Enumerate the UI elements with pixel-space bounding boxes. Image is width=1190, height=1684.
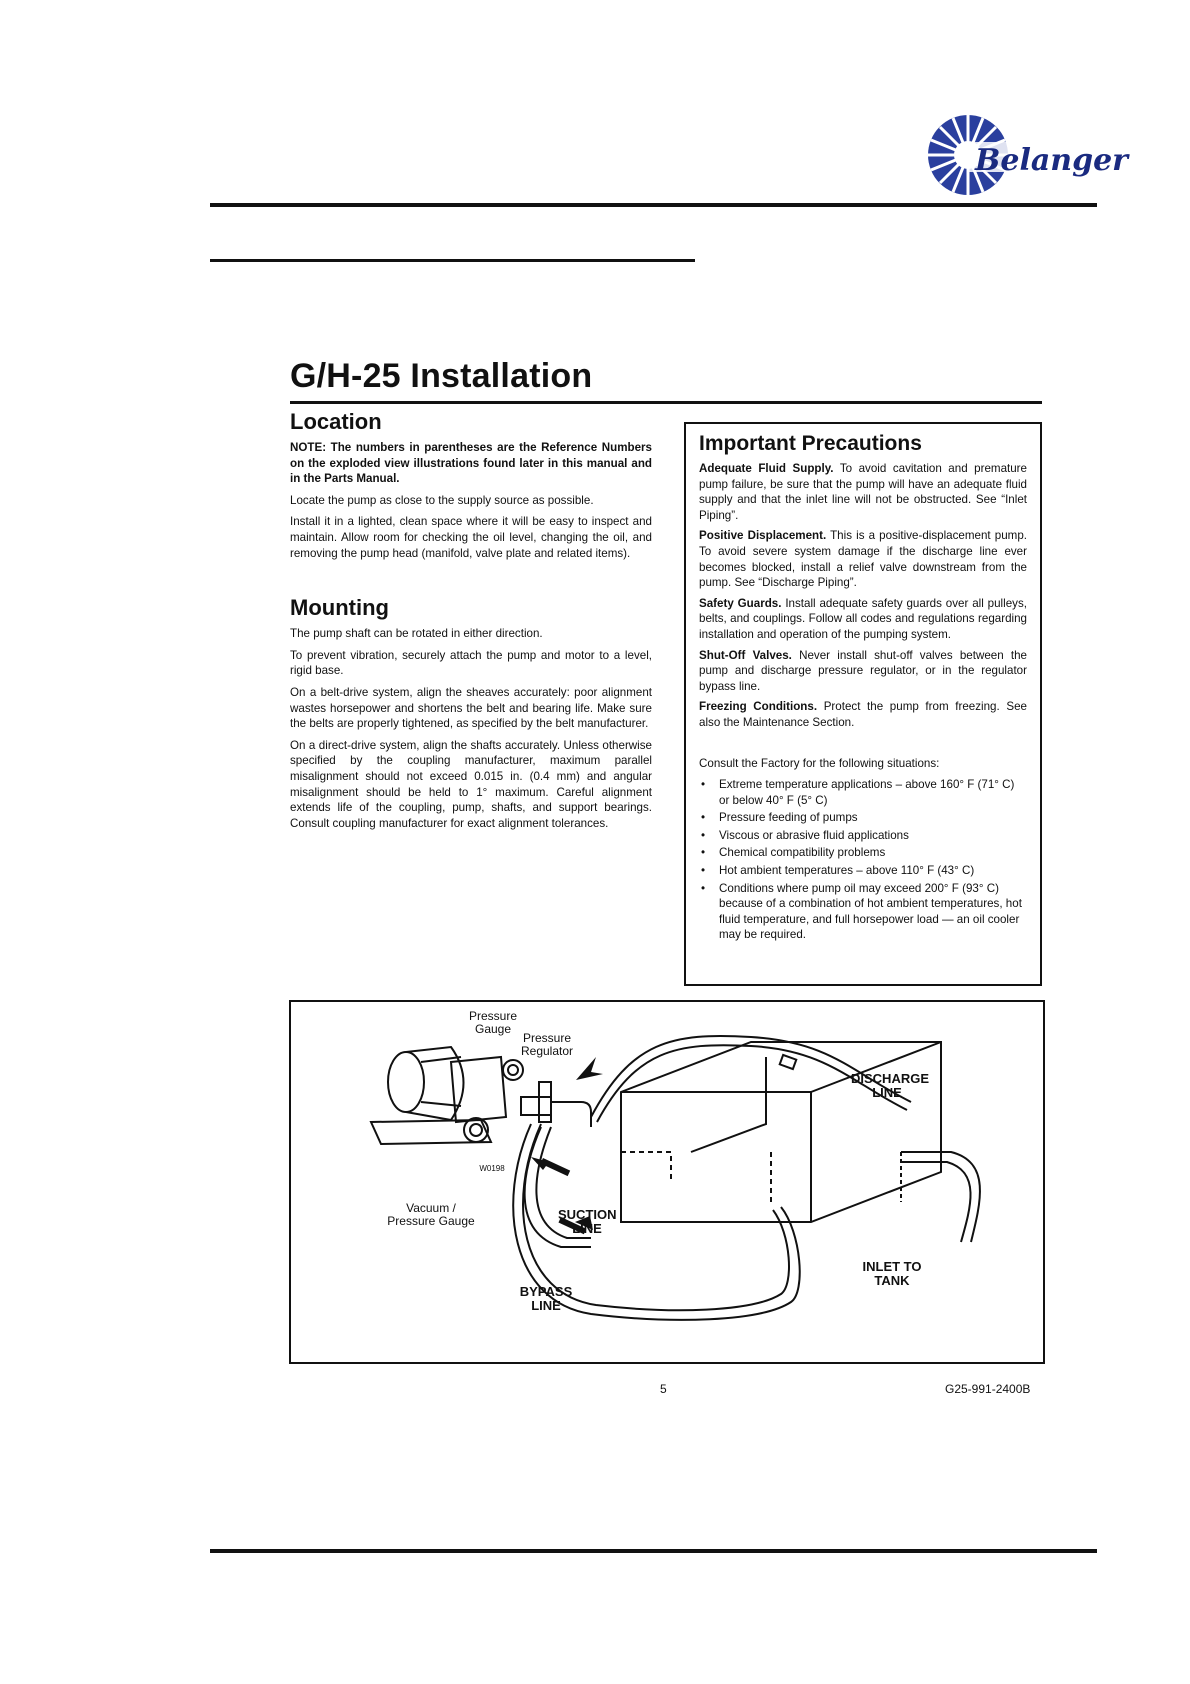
precaution-text: Install adequate safety guards over all pulleys, belts, and couplings. Follow all codes and regulations regarding installation and operation of the pumping system. [699, 596, 1027, 641]
bullet: • [701, 881, 706, 895]
bypass-line-label: BYPASS LINE [519, 1284, 573, 1313]
left-column [290, 408, 652, 837]
pressure-gauge-label: Pressure Gauge [468, 1009, 518, 1036]
precautions-box [684, 422, 1042, 986]
installation-diagram [289, 1000, 1045, 1364]
mounting-paragraph: To prevent vibration, securely attach the pump and motor to a level, rigid base. [290, 648, 652, 678]
footer-rule [210, 1549, 1097, 1553]
precaution-term: Freezing Conditions. [699, 700, 818, 714]
part-code-label: W0198 [479, 1164, 505, 1173]
discharge-line-label: DISCHARGE LINE [851, 1071, 930, 1100]
precautions-heading: Important Precautions [699, 432, 922, 455]
precaution-text: Never install shut-off valves between the pump and discharge pressure regulator, or in the regulator bypass line. [699, 648, 1028, 693]
list-item [699, 845, 1027, 861]
pressure-regulator-label: Pressure Regulator [520, 1031, 574, 1058]
bullet: • [701, 828, 706, 842]
precaution-term: Adequate Fluid Supply. [699, 462, 834, 475]
list-item [699, 777, 1027, 808]
precaution-item [699, 596, 1027, 643]
precaution-text: To avoid cavitation and premature pump failure, be sure that the pump will have an adequate fluid supply and that the inlet line will not be obstructed. See “Inlet Piping”. [699, 462, 1027, 522]
mounting-paragraph: The pump shaft can be rotated in either direction. [290, 627, 543, 641]
situation-text: Chemical compatibility problems [719, 846, 886, 860]
list-item [699, 881, 1027, 943]
consult-intro: Consult the Factory for the following situations: [699, 756, 940, 770]
precaution-text: This is a positive-displacement pump. To avoid severe system damage if the discharge line ever becomes blocked, install a relief valve downstream from the pump. See “Discharge Piping”. [699, 529, 1027, 590]
page-title: G/H-25 Installation [290, 357, 593, 395]
title-rule [290, 401, 1042, 404]
vacuum-gauge-label: Vacuum / Pressure Gauge [387, 1201, 475, 1228]
belanger-logo [925, 112, 1128, 198]
precaution-item [699, 528, 1027, 590]
bullet: • [701, 811, 706, 825]
logo-wordmark: Belanger [975, 143, 1128, 178]
situation-text: Hot ambient temperatures – above 110° F (43° C) [719, 864, 975, 878]
precaution-term: Safety Guards. [699, 596, 782, 610]
location-heading: Location [290, 409, 382, 434]
situation-text: Pressure feeding of pumps [719, 811, 858, 825]
location-note: NOTE: The numbers in parentheses are the Reference Numbers on the exploded view illustrations found later in this manual and in the Parts Manual. [290, 441, 652, 486]
bullet: • [701, 846, 706, 860]
situation-text: Extreme temperature applications – above 160° F (71° C) or below 40° F (5° C) [719, 778, 1015, 807]
bullet: • [701, 778, 706, 792]
mounting-heading: Mounting [290, 595, 389, 621]
document-code: G25-991-2400B [945, 1382, 1031, 1396]
page-number: 5 [660, 1382, 667, 1396]
bullet: • [701, 864, 706, 878]
situations-list [699, 777, 1027, 943]
list-item [699, 828, 1027, 844]
precaution-text: Protect the pump from freezing. See also the Maintenance Section. [699, 700, 1027, 729]
precaution-item [699, 648, 1027, 695]
precaution-item [699, 699, 1027, 730]
location-paragraph: Locate the pump as close to the supply source as possible. [290, 493, 594, 507]
header-rule [210, 203, 1097, 207]
situation-text: Conditions where pump oil may exceed 200° F (93° C) because of a combination of hot ambient temperatures, hot fluid temperature, and full horsepower load — an oil cooler may be required. [719, 881, 1022, 942]
header-short-rule [210, 259, 695, 262]
list-item [699, 810, 1027, 826]
precaution-term: Positive Displacement. [699, 529, 827, 543]
precaution-item [699, 461, 1027, 523]
list-item [699, 863, 1027, 879]
situation-text: Viscous or abrasive fluid applications [719, 828, 909, 842]
location-paragraph: Install it in a lighted, clean space where it will be easy to inspect and maintain. Allow room for checking the oil level, changing the oil, and removing the pump head (manifold, valve plate and related items). [290, 515, 652, 560]
inlet-to-tank-label: INLET TO TANK [862, 1259, 922, 1288]
mounting-paragraph: On a belt-drive system, align the sheaves accurately: poor alignment wastes horsepower and shortens the belt and bearing life. Make sure the belts are properly tightened, as specified by the belt manufacturer. [290, 685, 652, 731]
precaution-term: Shut-Off Valves. [699, 648, 792, 662]
mounting-paragraph: On a direct-drive system, align the shafts accurately. Unless otherwise specified by the coupling manufacturer, maximum parallel misalignment should not exceed 0.015 in. (0.4 mm) and angular misalignment should be held to 1° maximum. Careful alignment extends life of the coupling, pump, shafts, and support bearings. Consult coupling manufacturer for exact alignment tolerances. [290, 738, 652, 830]
diagram-drawing [291, 1002, 1043, 1362]
suction-line-label: SUCTION LINE [558, 1207, 617, 1236]
